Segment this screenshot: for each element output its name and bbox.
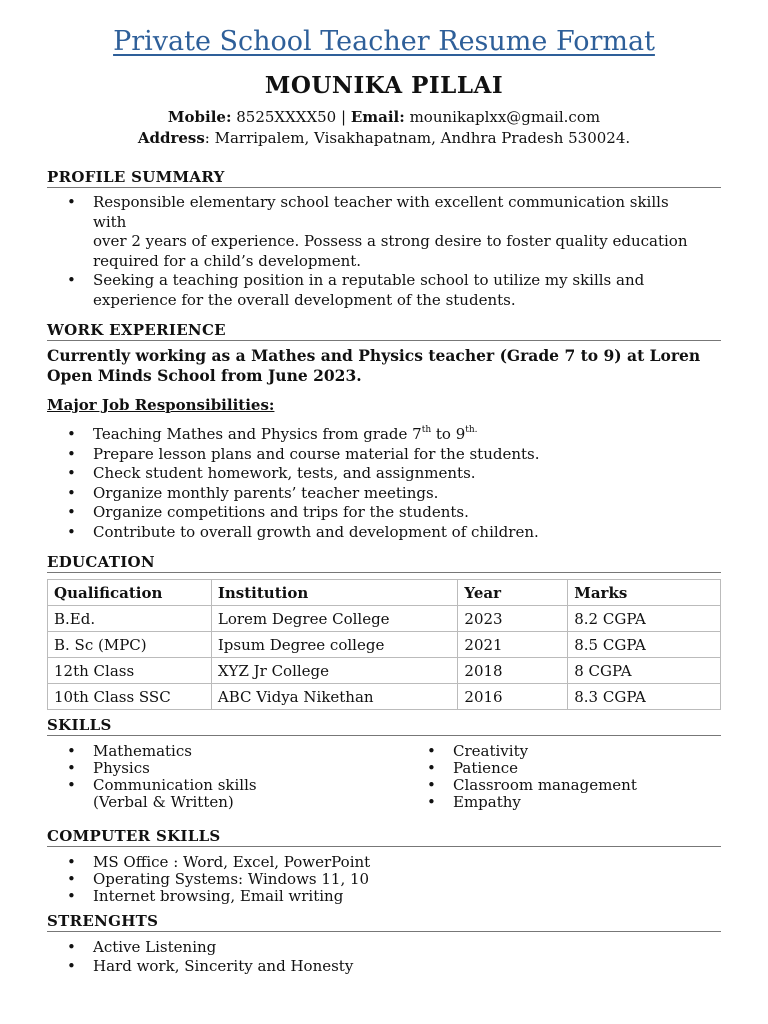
current-position-line: Open Minds School from June 2023. (47, 366, 362, 385)
strengths-heading: STRENGHTS (47, 912, 721, 932)
list-item: • Creativity (427, 743, 717, 760)
list-item: • MS Office : Word, Excel, PowerPoint (47, 854, 721, 871)
education-table (47, 579, 721, 710)
table-cell: 2018 (458, 658, 568, 684)
table-cell: 8.3 CGPA (568, 684, 721, 710)
table-cell: B.Ed. (48, 606, 212, 632)
summary-line: experience for the overall development of the students. (93, 290, 516, 309)
skill-text: (Verbal & Written) (93, 793, 234, 811)
table-cell: B. Sc (MPC) (48, 632, 212, 658)
superscript: th. (465, 425, 478, 435)
table-cell: 8.5 CGPA (568, 632, 721, 658)
list-item (47, 425, 721, 445)
column-header: Year (458, 580, 568, 606)
table-cell: 10th Class SSC (48, 684, 212, 710)
table-cell: Lorem Degree College (211, 606, 458, 632)
table-cell: 8 CGPA (568, 658, 721, 684)
current-position (47, 346, 721, 386)
email-value: mounikaplxx@gmail.com (404, 108, 601, 126)
skill-text: Communication skills (93, 776, 257, 794)
profile-summary-list (47, 193, 721, 310)
candidate-name: MOUNIKA PILLAI (264, 72, 504, 99)
table-row (48, 684, 721, 710)
profile-summary-heading: PROFILE SUMMARY (47, 168, 721, 188)
list-item (47, 271, 721, 310)
skills-heading: SKILLS (47, 716, 721, 736)
education-heading: EDUCATION (47, 553, 721, 573)
skills-right-list (427, 743, 717, 811)
table-cell: ABC Vidya Nikethan (211, 684, 458, 710)
work-experience-heading: WORK EXPERIENCE (47, 321, 721, 341)
list-item: • Classroom management (427, 777, 717, 794)
superscript: th (421, 425, 432, 435)
responsibility-text: to 9 (431, 425, 466, 443)
table-cell: 2023 (458, 606, 568, 632)
summary-line: Seeking a teaching position in a reputable school to utilize my skills and (93, 271, 645, 289)
list-item (47, 193, 721, 271)
table-header-row (48, 580, 721, 606)
column-header: Marks (568, 580, 721, 606)
mobile-label: Mobile: (167, 108, 232, 126)
table-cell: XYZ Jr College (211, 658, 458, 684)
address-value: : Marripalem, Visakhapatnam, Andhra Pradesh 530024. (204, 129, 631, 147)
list-item: • Contribute to overall growth and development of children. (47, 523, 721, 543)
list-item (67, 777, 397, 811)
contact-line (0, 108, 768, 126)
column-header: Institution (211, 580, 458, 606)
table-cell: 2016 (458, 684, 568, 710)
responsibility-text: Teaching Mathes and Physics from grade 7 (93, 425, 422, 443)
list-item: • Hard work, Sincerity and Honesty (47, 957, 721, 976)
list-item: • Active Listening (47, 938, 721, 957)
list-item: • Physics (67, 760, 397, 777)
table-row (48, 606, 721, 632)
computer-skills-heading: COMPUTER SKILLS (47, 827, 721, 847)
list-item: • Check student homework, tests, and assignments. (47, 464, 721, 484)
computer-skills-list (47, 854, 721, 905)
skills-left-list (67, 743, 397, 811)
responsibilities-heading: Major Job Responsibilities: (47, 396, 275, 414)
current-position-line: Currently working as a Mathes and Physics teacher (Grade 7 to 9) at Loren (47, 346, 701, 365)
column-header: Qualification (48, 580, 212, 606)
strengths-list (47, 938, 721, 976)
list-item: • Organize monthly parents’ teacher meetings. (47, 484, 721, 504)
responsibilities-list (47, 425, 721, 543)
table-row (48, 658, 721, 684)
email-label: Email: (350, 108, 405, 126)
list-item: • Internet browsing, Email writing (47, 888, 721, 905)
list-item: • Empathy (427, 794, 717, 811)
table-row (48, 632, 721, 658)
table-cell: 2021 (458, 632, 568, 658)
mobile-value: 8525XXXX50 | (231, 108, 351, 126)
table-cell: 12th Class (48, 658, 212, 684)
list-item: • Organize competitions and trips for the students. (47, 503, 721, 523)
summary-line: with (93, 212, 127, 231)
list-item: • Prepare lesson plans and course material for the students. (47, 445, 721, 465)
summary-line: over 2 years of experience. Possess a strong desire to foster quality education (93, 232, 688, 250)
table-cell: Ipsum Degree college (211, 632, 458, 658)
summary-line: required for a child’s development. (93, 251, 362, 270)
address-line (0, 129, 768, 147)
summary-line: Responsible elementary school teacher with excellent communication skills (93, 193, 669, 211)
address-label: Address (137, 129, 205, 147)
page-title: Private School Teacher Resume Format (113, 26, 655, 57)
list-item: • Operating Systems: Windows 11, 10 (47, 871, 721, 888)
table-cell: 8.2 CGPA (568, 606, 721, 632)
list-item: • Mathematics (67, 743, 397, 760)
list-item: • Patience (427, 760, 717, 777)
